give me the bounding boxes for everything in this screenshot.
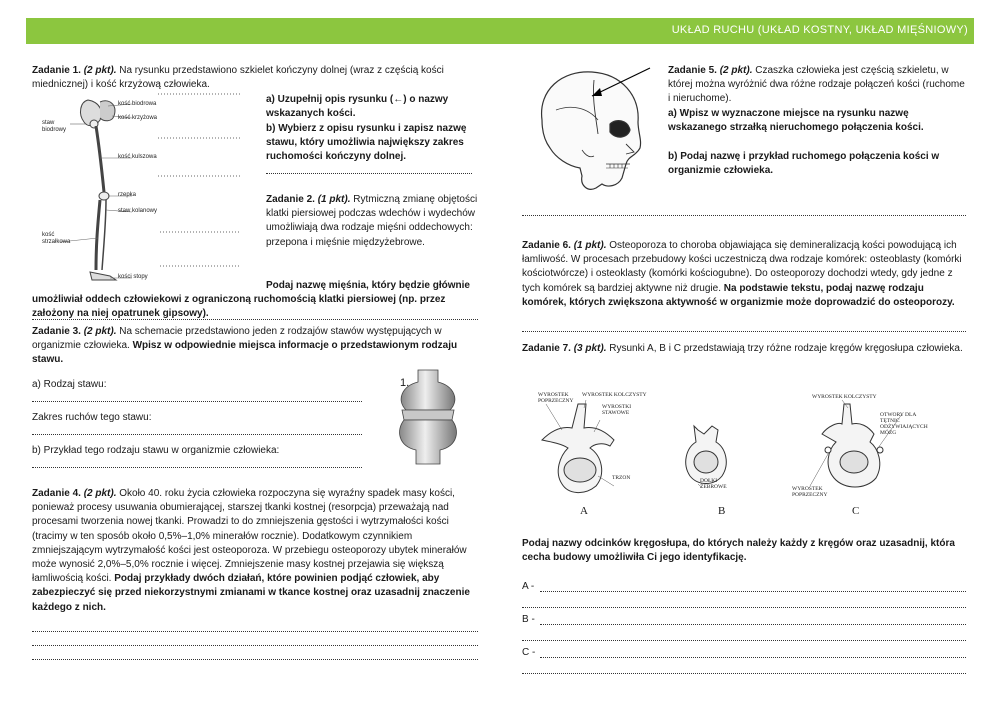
task6-question: Na podstawie tekstu, podaj nazwę rodzaju komórek, których zwiększona aktywność w organizmie może doprowadzić do osteoporozy. bbox=[522, 282, 955, 308]
task4-answer-line-2[interactable] bbox=[32, 644, 478, 646]
task7-answer-b-line-2[interactable] bbox=[522, 639, 966, 641]
task4-points: (2 pkt). bbox=[83, 488, 117, 499]
task3-label-b: b) Przykład tego rodzaju stawu w organizmie człowieka: bbox=[32, 445, 280, 456]
task5-question-b: b) Podaj nazwę i przykład ruchomego połączenia kości w organizmie człowieka. bbox=[668, 151, 940, 177]
label-wyrostek-kolczysty: WYROSTEK KOLCZYSTY bbox=[582, 392, 647, 398]
task7-answer-c-line-1[interactable] bbox=[540, 656, 966, 658]
label-kosc-krzyzowa: kość krzyżowa bbox=[118, 115, 158, 121]
label-kosci-stopy: kości stopy bbox=[118, 274, 148, 280]
task3-heading: Zadanie 3. bbox=[32, 326, 81, 337]
leg-skeleton-figure bbox=[40, 92, 255, 292]
task3-answer-zakres[interactable] bbox=[32, 433, 362, 435]
task3-text: Na schemacie przedstawiono jeden z rodzajów stawów występujących w organizmie człowieka. bbox=[32, 326, 442, 352]
label-wyrostek-poprzeczny-c: WYROSTEK POPRZECZNY bbox=[792, 486, 828, 498]
task5-heading: Zadanie 5. bbox=[668, 65, 717, 76]
header-title: UKŁAD RUCHU (UKŁAD KOSTNY, UKŁAD MIĘŚNIOWY) bbox=[671, 24, 968, 36]
label-kosc-kulszowa: kość kulszowa bbox=[118, 154, 157, 160]
task4-question: Podaj przykłady dwóch działań, które powinien podjąć człowiek, aby zabezpieczyć się przed niekorzystnymi zmianami w tkance kostnej oraz uzasadnij znaczenie każdego z nich. bbox=[32, 573, 470, 613]
task2-heading: Zadanie 2. bbox=[266, 194, 315, 205]
task1-question-b: b) Wybierz z opisu rysunku i zapisz nazwę stawu, który umożliwia największy zakres ruchomości kończyny dolnej. bbox=[266, 123, 467, 163]
task1-intro bbox=[32, 64, 477, 92]
task2-text: Rytmiczną zmianę objętości klatki piersiowej podczas wdechów i wydechów umożliwiają dwa rodzaje mięśni oddechowych: przepona i mięśnie międzyżebrowe. bbox=[266, 194, 478, 248]
task7-answer-c-line-2[interactable] bbox=[522, 672, 966, 674]
task5-answer-line[interactable] bbox=[522, 214, 966, 216]
task7-answer-a-line-1[interactable] bbox=[540, 590, 966, 592]
task7-heading: Zadanie 7. bbox=[522, 343, 571, 354]
label-otwory-tetnic: OTWORY DLA TĘTNIC ODŻYWIAJĄCYCH MÓZG bbox=[880, 412, 928, 436]
label-wyrostek-poprzeczny: WYROSTEK POPRZECZNY bbox=[538, 392, 574, 404]
vertebra-letter-c: C bbox=[852, 505, 860, 517]
label-trzon: TRZON bbox=[612, 475, 631, 481]
vertebra-c bbox=[822, 404, 880, 487]
label-kosc-strzalkowa: kość strzałkowa bbox=[42, 232, 71, 245]
task4-answer-line-3[interactable] bbox=[32, 658, 478, 660]
vertebra-letter-a: A bbox=[580, 505, 588, 517]
task7-intro bbox=[522, 342, 968, 356]
task3-answer-a[interactable] bbox=[32, 400, 362, 402]
task5-question-a: a) Wpisz w wyznaczone miejsce na rysunku nazwę wskazanego strzałką nieruchomego połączenia kości. bbox=[668, 108, 924, 134]
label-dolki-zebrowe: DOŁKI ŻEBROWE bbox=[700, 478, 727, 490]
task6-text: Osteoporoza to choroba objawiająca się demineralizacją kości powodującą ich łamliwość. W procesach przebudowy kości uczestniczą dwa rodzaje komórek: osteoblasty (komórki kościotwórcze) i osteoklasty (komórki kościogubne). Do osteoporozy dochodzi wtedy, gdy jedne z tych komórek są bardziej aktywne niż drugie. bbox=[522, 240, 962, 294]
task5-points: (2 pkt). bbox=[719, 65, 753, 76]
task7-question: Podaj nazwy odcinków kręgosłupa, do których należy każdy z kręgów oraz uzasadnij, która cecha budowy umożliwiła Ci jego identyfikację. bbox=[522, 538, 955, 564]
task4-body bbox=[32, 487, 478, 615]
task1-answer-line[interactable] bbox=[266, 172, 472, 174]
task6-answer-line[interactable] bbox=[522, 330, 966, 332]
joint-figure-number: 1. bbox=[400, 377, 410, 389]
task7-answer-label-c: C - bbox=[522, 647, 536, 658]
task7-points: (3 pkt). bbox=[573, 343, 607, 354]
label-kosc-biodrowa: kość biodrowa bbox=[118, 101, 157, 107]
label-wyrostki-stawowe: WYROSTKI STAWOWE bbox=[602, 404, 632, 416]
task7-answer-label-b: B - bbox=[522, 614, 535, 625]
label-rzepka: rzepka bbox=[118, 192, 137, 198]
task5-intro bbox=[668, 64, 968, 107]
task1-points: (2 pkt). bbox=[83, 65, 117, 76]
header-banner bbox=[26, 18, 974, 44]
task4-answer-line-1[interactable] bbox=[32, 630, 478, 632]
task7-answer-a-line-2[interactable] bbox=[522, 606, 966, 608]
task3-answer-b[interactable] bbox=[32, 466, 362, 468]
task7-text: Rysunki A, B i C przedstawiają trzy różne rodzaje kręgów kręgosłupa człowieka. bbox=[609, 343, 963, 354]
skull-figure bbox=[522, 60, 662, 200]
task2-answer-line[interactable] bbox=[32, 318, 478, 320]
task4-heading: Zadanie 4. bbox=[32, 488, 81, 499]
task2-question: Podaj nazwę mięśnia, który będzie głównie umożliwiał oddech człowiekowi z ograniczoną ruchomością klatki piersiowej (np. przez założony na niej opatrunek gipsowy). bbox=[32, 280, 470, 320]
task6-heading: Zadanie 6. bbox=[522, 240, 571, 251]
task3-intro bbox=[32, 325, 472, 368]
task7-answer-label-a: A - bbox=[522, 581, 535, 592]
task3-label-zakres: Zakres ruchów tego stawu: bbox=[32, 412, 152, 423]
task6-body bbox=[522, 239, 968, 310]
task3-label-a: a) Rodzaj stawu: bbox=[32, 379, 107, 390]
joint-figure bbox=[388, 368, 468, 472]
task3-instruction: Wpisz w odpowiednie miejsca informacje o przedstawionym rodzaju stawu. bbox=[32, 340, 458, 366]
task7-answer-b-line-1[interactable] bbox=[540, 623, 966, 625]
label-staw-biodrowy: staw biodrowy bbox=[42, 120, 67, 133]
task1-heading: Zadanie 1. bbox=[32, 65, 81, 76]
task5-text: Czaszka człowieka jest częścią szkieletu, w której można wyróżnić dwa różne rodzaje połączeń kości (ruchome i nieruchome). bbox=[668, 65, 965, 105]
task1-question-a: a) Uzupełnij opis rysunku (←) o nazwy wskazanych kości. bbox=[266, 94, 449, 120]
task2-intro bbox=[266, 193, 478, 250]
label-wyrostek-kolczysty-c: WYROSTEK KOLCZYSTY bbox=[812, 394, 877, 400]
task6-points: (1 pkt). bbox=[573, 240, 607, 251]
vertebra-letter-b: B bbox=[718, 505, 726, 517]
vertebrae-figure bbox=[522, 390, 968, 515]
label-staw-kolanowy: staw kolanowy bbox=[118, 208, 158, 214]
task3-points: (2 pkt). bbox=[83, 326, 117, 337]
task1-text: Na rysunku przedstawiono szkielet kończyny dolnej (wraz z częścią kości miednicznej) i kość krzyżową człowieka. bbox=[32, 65, 444, 91]
task2-points: (1 pkt). bbox=[317, 194, 351, 205]
task4-text: Około 40. roku życia człowieka rozpoczyna się wyraźny spadek masy kości, ponieważ procesy usuwania obumierającej, starszej tkanki kostnej (resorpcja) przeważają nad procesami tworzenia nowej tkanki. Prowadzi to do zmniejszenia gęstości i wytrzymałości kości (tracimy w ten sposób około 0,5%–1,0% minerałów rocznie). Dodatkowym czynnikiem zmniejszającym wytrzymałość kości jest osteoporoza. W przebiegu osteoporozy ubytek minerałów może wynosić 2,0%–5,0% rocznie i więcej. Zmniejszenie masy kostnej przejawia się większą łamliwością kości. bbox=[32, 488, 467, 585]
